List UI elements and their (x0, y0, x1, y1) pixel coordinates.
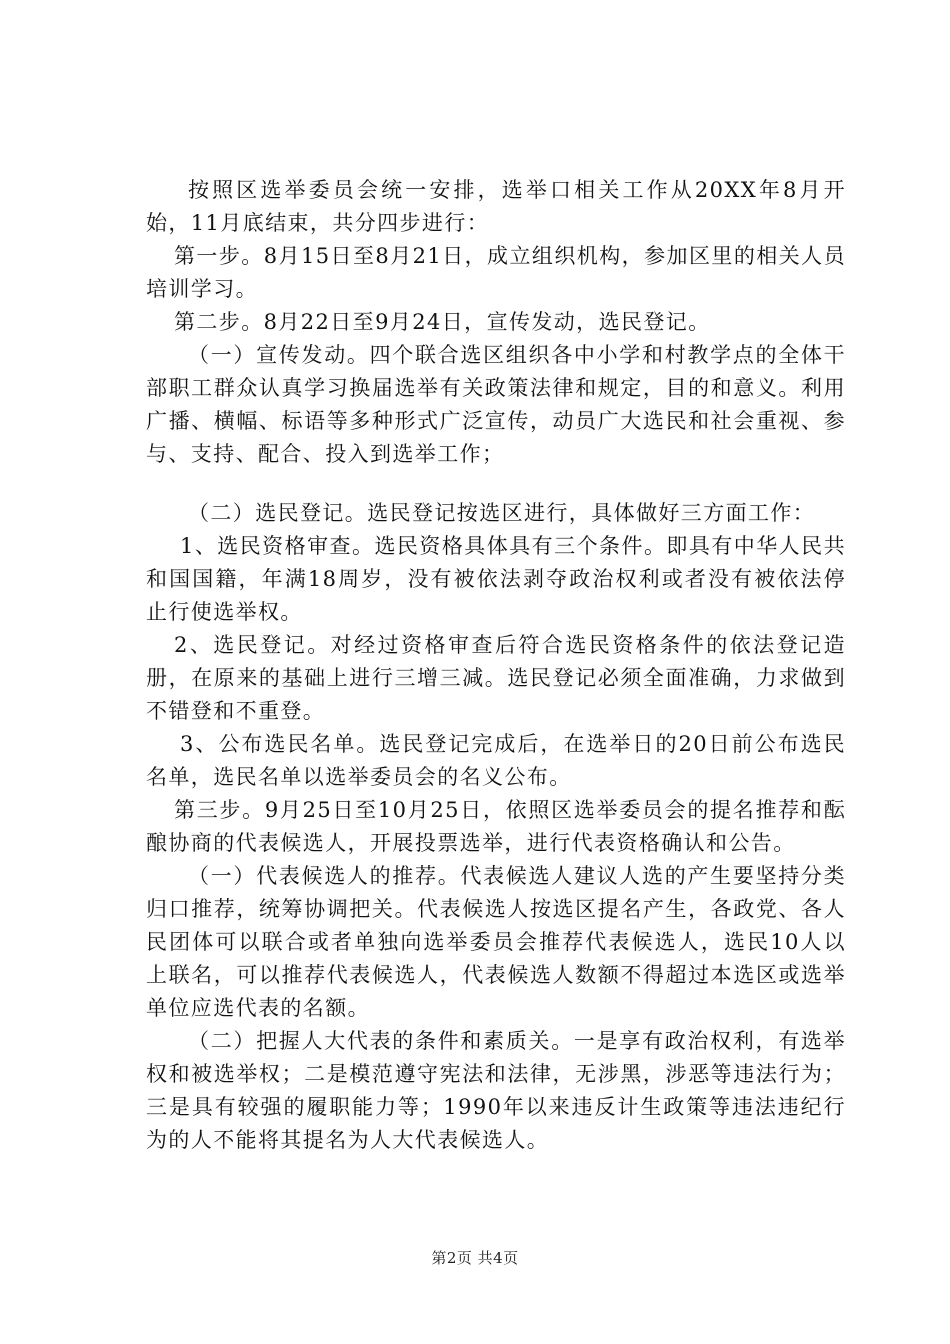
paragraph-publicity: （一）宣传发动。四个联合选区组织各中小学和村教学点的全体干部职工群众认真学习换届选举有关政策法律和规定，目的和意义。利用广播、横幅、标语等多种形式广泛宣传，动员广大选民和社会重视、参与、支持、配合、投入到选举工作； (146, 343, 846, 466)
document-body (146, 174, 846, 1157)
paragraph-arrangement: 按照区选举委员会统一安排，选举口相关工作从20XX年8月开始，11月底结束，共分四步进行： (146, 178, 846, 235)
paragraph-publish-list: 3、公布选民名单。选民登记完成后，在选举日的20日前公布选民名单，选民名单以选举委员会的名义公布。 (146, 732, 846, 789)
paragraph-registration: 2、选民登记。对经过资格审查后符合选民资格条件的依法登记造册，在原来的基础上进行三增三减。选民登记必须全面准确，力求做到不错登和不重登。 (146, 633, 846, 723)
paragraph-voter-registration: （二）选民登记。选民登记按选区进行，具体做好三方面工作： (188, 501, 816, 525)
page-number-footer: 第2页 共4页 (431, 1249, 519, 1267)
paragraph-candidate-recommendation: （一）代表候选人的推荐。代表候选人建议人选的产生要坚持分类归口推荐，统筹协调把关。代表候选人按选区提名产生，各政党、各人民团体可以联合或者单独向选举委员会推荐代表候选人，选民10人以上联名，可以推荐代表候选人，代表候选人数额不得超过本选区或选举单位应选代表的名额。 (146, 864, 846, 1020)
paragraph-step-one: 第一步。8月15日至8月21日，成立组织机构，参加区里的相关人员培训学习。 (146, 244, 846, 301)
paragraph-step-three: 第三步。9月25日至10月25日，依照区选举委员会的提名推荐和酝酿协商的代表候选人，开展投票选举，进行代表资格确认和公告。 (146, 798, 846, 855)
paragraph-step-two: 第二步。8月22日至9月24日，宣传发动，选民登记。 (174, 310, 711, 334)
paragraph-candidate-qualification: （二）把握人大代表的条件和素质关。一是享有政治权利，有选举权和被选举权；二是模范遵守宪法和法律，无涉黑，涉恶等违法行为；三是具有较强的履职能力等；1990年以来违反计生政策等违法违纪行为的人不能将其提名为人大代表候选人。 (146, 1029, 846, 1152)
paragraph-qualification-review: 1、选民资格审查。选民资格具体具有三个条件。即具有中华人民共和国国籍，年满18周岁，没有被依法剥夺政治权利或者没有被依法停止行使选举权。 (146, 534, 846, 624)
